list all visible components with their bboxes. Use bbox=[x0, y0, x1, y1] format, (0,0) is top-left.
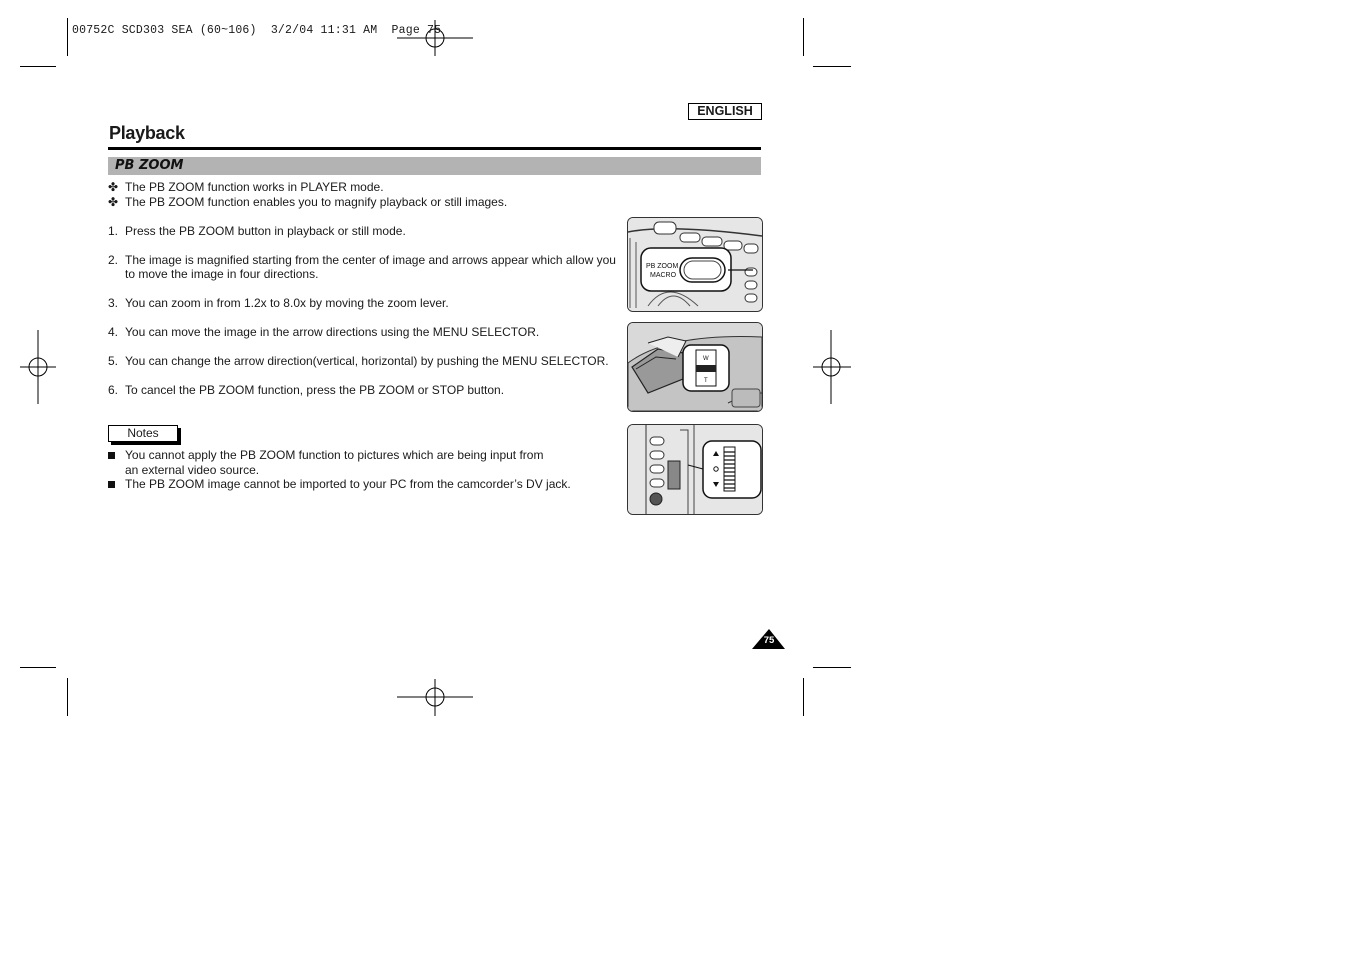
step-item bbox=[108, 383, 505, 397]
page-title: Playback bbox=[109, 123, 185, 143]
step-item bbox=[108, 224, 406, 238]
zoom-lever-icon bbox=[628, 323, 762, 411]
step-text: You can zoom in from 1.2x to 8.0x by moving the zoom lever. bbox=[125, 296, 449, 310]
menu-selector-illustration bbox=[627, 424, 763, 515]
section-bar bbox=[108, 157, 761, 175]
title-rule bbox=[108, 147, 761, 150]
note-item bbox=[108, 477, 571, 491]
step-number: 6. bbox=[108, 383, 119, 397]
step-item bbox=[108, 253, 616, 281]
step-number: 4. bbox=[108, 325, 119, 339]
note-text: The PB ZOOM image cannot be imported to your PC from the camcorder’s DV jack. bbox=[125, 477, 571, 491]
fig1-label: PB ZOOM bbox=[646, 263, 679, 270]
section-title: PB ZOOM bbox=[115, 158, 184, 173]
fig2-label-t: T bbox=[704, 378, 708, 384]
step-item bbox=[108, 354, 609, 368]
step-item bbox=[108, 296, 449, 310]
step-item bbox=[108, 325, 540, 339]
page-number: 75 bbox=[763, 635, 775, 646]
square-bullet-icon bbox=[108, 452, 115, 459]
note-text: an external video source. bbox=[125, 463, 260, 477]
camcorder-button-panel-icon bbox=[628, 218, 762, 311]
step-number: 5. bbox=[108, 354, 119, 368]
step-number: 2. bbox=[108, 253, 119, 267]
step-text: You can change the arrow direction(vertical, horizontal) by pushing the MENU SELECTOR. bbox=[125, 354, 609, 368]
intro-item bbox=[108, 195, 508, 209]
note-item bbox=[108, 448, 544, 477]
note-text: You cannot apply the PB ZOOM function to pictures which are being input from bbox=[125, 448, 544, 462]
cross-bullet-icon: ✤ bbox=[108, 195, 119, 209]
page-number-badge bbox=[752, 628, 786, 655]
notes-label: Notes bbox=[108, 425, 178, 442]
fig2-label-w: W bbox=[703, 356, 709, 362]
intro-text: The PB ZOOM function works in PLAYER mode. bbox=[125, 180, 384, 194]
step-text: The image is magnified starting from the center of image and arrows appear which allow you bbox=[125, 253, 616, 267]
step-number: 3. bbox=[108, 296, 119, 310]
step-text: To cancel the PB ZOOM function, press the PB ZOOM or STOP button. bbox=[125, 383, 505, 397]
step-text: You can move the image in the arrow directions using the MENU SELECTOR. bbox=[125, 325, 540, 339]
zoom-lever-illustration bbox=[627, 322, 763, 412]
pb-zoom-button-illustration bbox=[627, 217, 763, 312]
cross-bullet-icon: ✤ bbox=[108, 180, 119, 194]
intro-item bbox=[108, 180, 384, 194]
print-header: 00752C SCD303 SEA (60~106) 3/2/04 11:31 AM Page 75 bbox=[72, 24, 442, 37]
step-text: Press the PB ZOOM button in playback or still mode. bbox=[125, 224, 406, 238]
step-text: to move the image in four directions. bbox=[125, 267, 319, 281]
square-bullet-icon bbox=[108, 481, 115, 488]
menu-selector-icon bbox=[628, 425, 762, 514]
fig1-label: MACRO bbox=[650, 272, 677, 279]
intro-text: The PB ZOOM function enables you to magnify playback or still images. bbox=[125, 195, 508, 209]
language-tab: ENGLISH bbox=[688, 103, 762, 120]
step-number: 1. bbox=[108, 224, 119, 238]
